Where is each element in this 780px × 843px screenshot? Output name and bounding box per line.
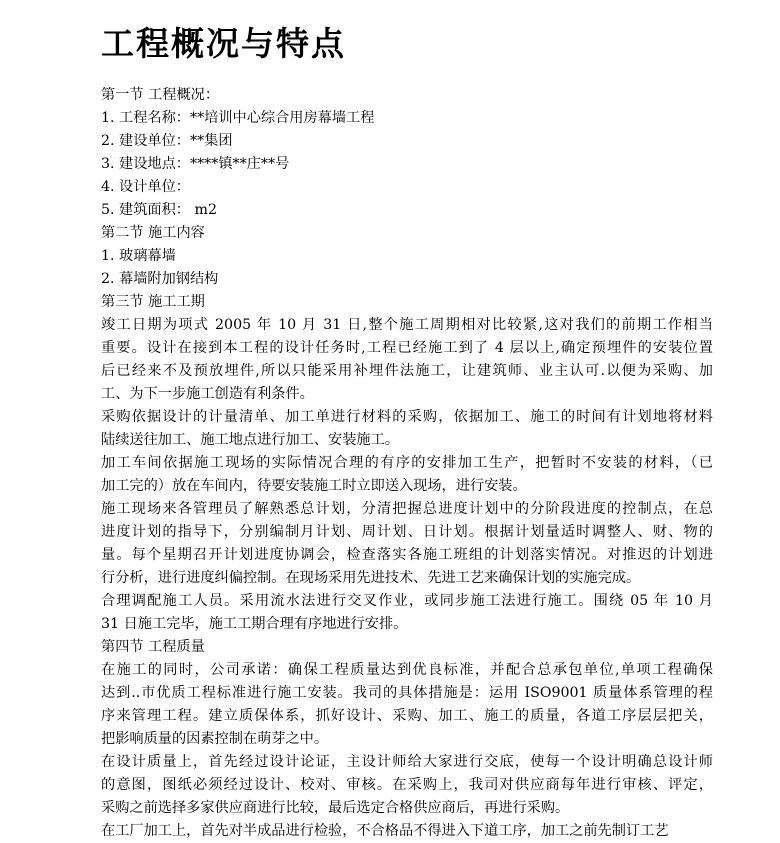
- section-list: [101, 84, 713, 314]
- paragraph-line: 采购依据设计的计量清单、加工单进行材料的采购，依据加工、施工的时间有计划地将材料: [101, 409, 713, 425]
- paragraph-line: 在设计质量上，首先经过设计论证，主设计师给大家进行交底，使每一个设计明确总设计师: [101, 754, 713, 770]
- quality-paragraphs: [101, 659, 713, 843]
- section-heading-quality: 第四节 工程质量: [101, 639, 205, 655]
- paragraph-line: 加工完的）放在车间内，待要安装施工时立即送入现场，进行安装。: [101, 478, 527, 494]
- list-item: 1. 玻璃幕墙: [101, 248, 176, 264]
- paragraph-line: 采购之前选择多家供应商进行比较，最后选定合格供应商后，再进行采购。: [101, 800, 570, 816]
- section-heading: 第一节 工程概况：: [101, 87, 220, 103]
- page-title: 工程概况与特点: [101, 24, 346, 63]
- paragraph-line: 后已经来不及预放埋件,所以只能采用补埋件法施工，让建筑师、业主认可.以便为采购、加: [101, 363, 713, 379]
- paragraph-line: 陆续送往加工、施工地点进行加工、安装施工。: [101, 432, 399, 448]
- section-heading: 第二节 施工内容: [101, 225, 205, 241]
- paragraph-line: 在施工的同时，公司承诺：确保工程质量达到优良标准，并配合总承包单位,单项工程确保: [101, 662, 713, 678]
- paragraph-line: 进度计划的指导下，分别编制月计划、周计划、日计划。根据计划量适时调整人、财、物的: [101, 524, 713, 540]
- paragraph-line: 在工厂加工上，首先对半成品进行检验，不合格品不得进入下道工序，加工之前先制订工艺: [101, 823, 669, 839]
- paragraph-line: 达到..市优质工程标准进行施工安装。我司的具体措施是：运用 ISO9001 质量体系管理的程: [101, 685, 713, 701]
- document-page: [101, 22, 713, 843]
- list-item: 2. 建设单位：**集团: [101, 133, 233, 149]
- paragraph: [101, 314, 713, 406]
- section-heading: 第三节 施工工期: [101, 294, 205, 310]
- paragraph: [101, 751, 713, 820]
- paragraph: [101, 659, 713, 751]
- paragraph-line: 把影响质量的因素控制在萌芽之中。: [101, 731, 329, 747]
- paragraph-line: 行分析，进行进度纠偏控制。在现场采用先进技术、先进工艺来确保计划的实施完成。: [101, 570, 641, 586]
- paragraph-line: 加工车间依据施工现场的实际情况合理的有序的安排加工生产，把暂时不安装的材料，（已: [101, 455, 713, 471]
- paragraph: [101, 590, 713, 636]
- paragraph-line: 序来管理工程。建立质保体系，抓好设计、采购、加工、施工的质量，各道工序层层把关，: [101, 708, 713, 724]
- paragraph-line: 的意图，图纸必须经过设计、校对、审核。在采购上，我司对供应商每年进行审核、评定，: [101, 777, 713, 793]
- paragraph-line: 合理调配施工人员。采用流水法进行交叉作业，或同步施工法进行施工。围绕 05 年 10 月: [101, 593, 713, 609]
- list-item: 1. 工程名称：**培训中心综合用房幕墙工程: [101, 110, 375, 126]
- paragraph-line: 31 日施工完毕，施工工期合理有序地进行安排。: [101, 616, 408, 632]
- paragraph-line: 竣工日期为项式 2005 年 10 月 31 日,整个施工周期相对比较紧,这对我们的前期工作相当: [101, 317, 713, 333]
- list-item: 4. 设计单位：: [101, 179, 190, 195]
- paragraph-line: 量。每个星期召开计划进度协调会，检查落实各施工班组的计划落实情况。对推迟的计划进: [101, 547, 713, 563]
- paragraph-line: 工、为下一步施工创造有利条件。: [101, 386, 314, 402]
- list-item: 3. 建设地点：****镇**庄**号: [101, 156, 290, 172]
- paragraph: [101, 452, 713, 498]
- paragraph-line: 施工现场来各管理员了解熟悉总计划，分清把握总进度计划中的分阶段进度的控制点，在总: [101, 501, 713, 517]
- paragraph: [101, 406, 713, 452]
- schedule-paragraphs: [101, 314, 713, 636]
- list-item: 2. 幕墙附加钢结构: [101, 271, 219, 287]
- document-body: [101, 84, 713, 843]
- paragraph-line: 重要。设计在接到本工程的设计任务时,工程已经施工到了 4 层以上,确定预埋件的安装位置: [101, 340, 713, 356]
- paragraph: [101, 820, 713, 843]
- list-item: 5. 建筑面积： m2: [101, 202, 217, 218]
- paragraph: [101, 498, 713, 590]
